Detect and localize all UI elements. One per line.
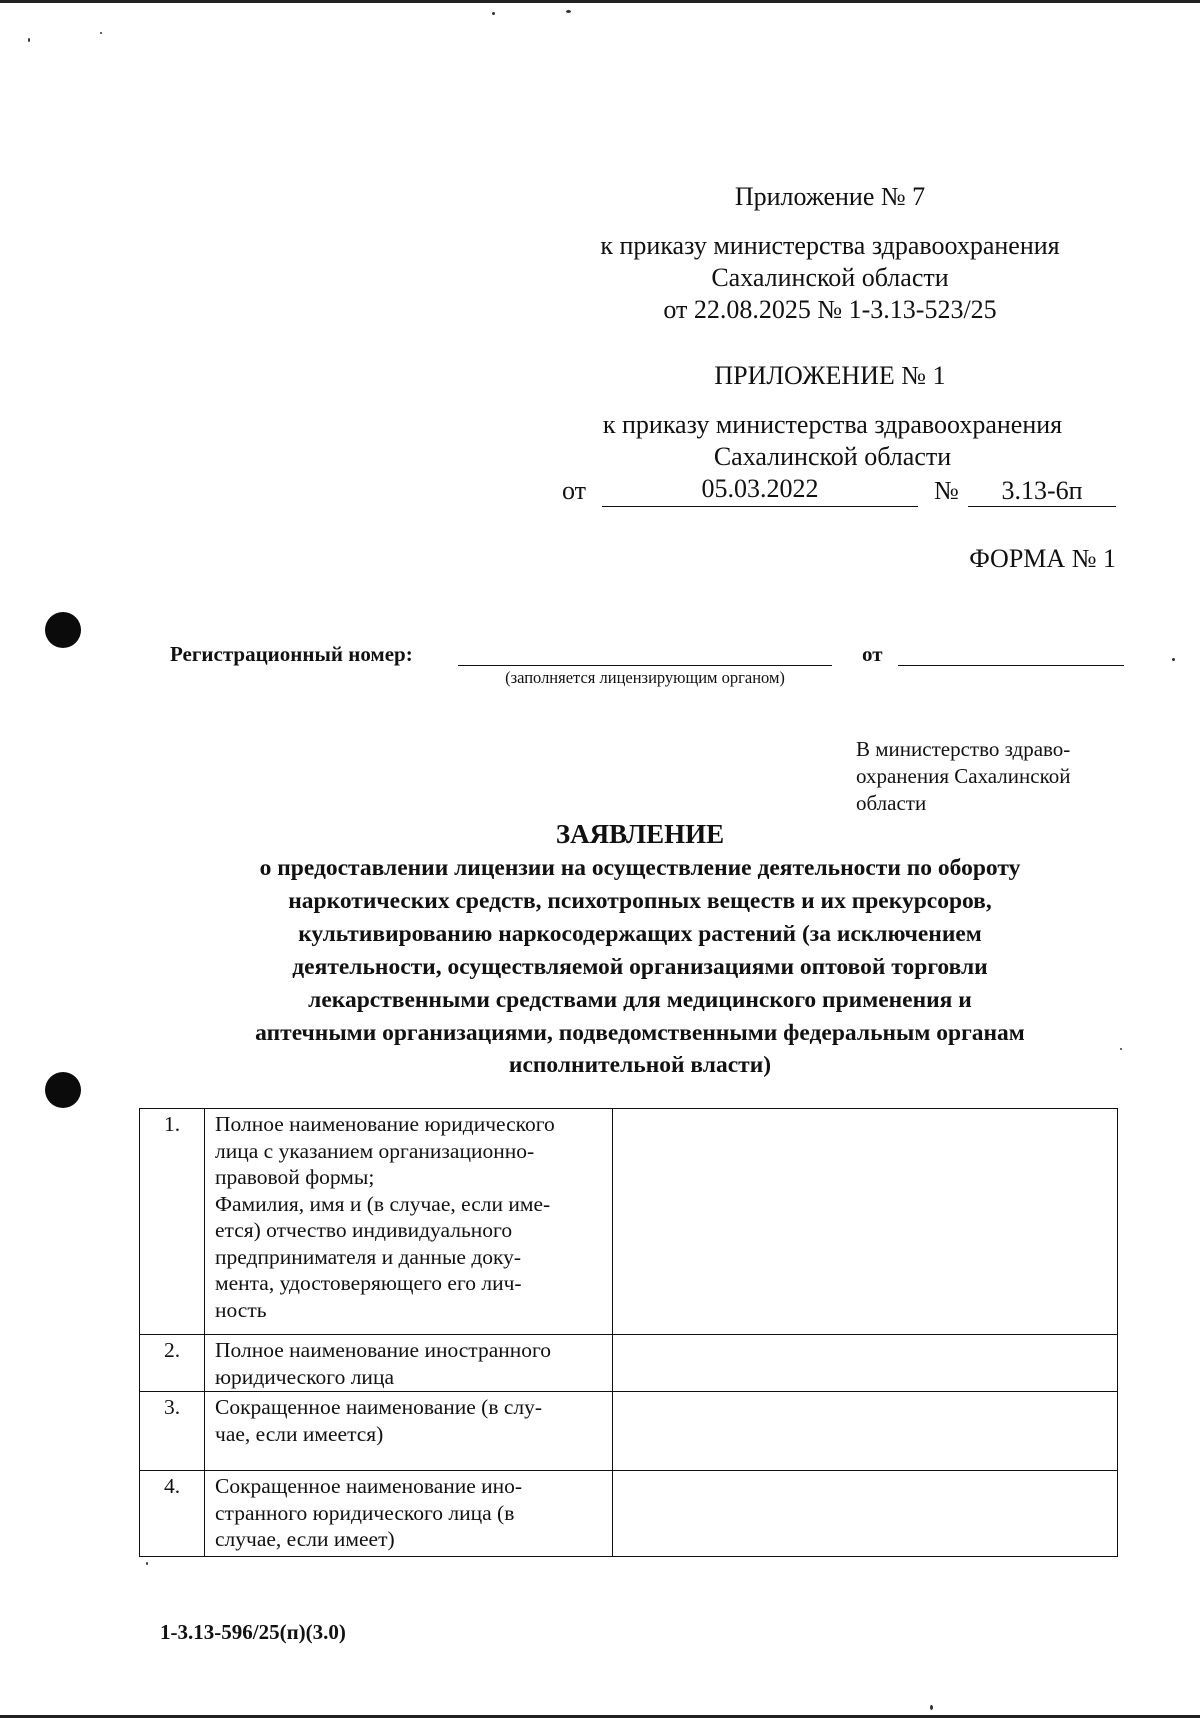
- row-label-line: мента, удостоверяющего его лич-: [215, 1271, 522, 1295]
- appendix7-title: Приложение № 7: [734, 182, 926, 211]
- row-label-line: Сокращенное наименование ино-: [215, 1474, 523, 1498]
- row-label-line: правовой формы;: [215, 1165, 375, 1189]
- row-label: [205, 1335, 613, 1392]
- row-label-line: ется) отчество индивидуального: [215, 1218, 513, 1242]
- appendix1-number: 3.13-6п: [1001, 476, 1083, 505]
- appendix1-number-label: №: [934, 476, 959, 505]
- application-table: [139, 1108, 1118, 1557]
- statement-line: наркотических средств, психотропных веществ и их прекурсоров,: [288, 888, 992, 914]
- row-label: [205, 1109, 613, 1335]
- row-label-line: Фамилия, имя и (в случае, если име-: [215, 1191, 551, 1216]
- registration-number-field[interactable]: [458, 665, 832, 666]
- statement-line: о предоставлении лицензии на осуществление деятельности по обороту: [259, 855, 1021, 881]
- row-value-field[interactable]: [613, 1109, 1118, 1335]
- row-value-field[interactable]: [613, 1471, 1118, 1557]
- appendix1-date-underline: [602, 506, 918, 507]
- row-label-line: странного юридического лица (в: [215, 1500, 515, 1525]
- scan-speck: [1172, 658, 1175, 661]
- scan-top-edge: [0, 0, 1200, 3]
- scan-speck: [1120, 1048, 1122, 1050]
- registration-hint: (заполняется лицензирующим органом): [505, 668, 785, 687]
- row-number: 3.: [140, 1392, 205, 1471]
- punch-hole: [45, 1072, 81, 1108]
- scan-speck: [492, 12, 495, 15]
- row-label: [205, 1471, 613, 1557]
- row-label-line: чае, если имеется): [215, 1421, 384, 1446]
- statement-line: аптечными организациями, подведомственными федеральным органам: [255, 1020, 1025, 1046]
- statement-title: ЗАЯВЛЕНИЕ: [555, 819, 725, 849]
- statement-line: лекарственными средствами для медицинского применения и: [308, 987, 972, 1013]
- row-label-line: предпринимателя и данные доку-: [215, 1244, 522, 1269]
- row-label-line: юридического лица: [215, 1364, 394, 1389]
- table-row: [140, 1392, 1118, 1471]
- appendix7-line3: от 22.08.2025 № 1-3.13-523/25: [663, 295, 997, 324]
- registration-from-label: от: [862, 642, 883, 666]
- row-label-line: ность: [215, 1297, 267, 1322]
- registration-label: Регистрационный номер:: [170, 642, 413, 666]
- appendix1-date: 05.03.2022: [701, 474, 819, 503]
- appendix1-line1: к приказу министерства здравоохранения: [602, 410, 1063, 439]
- row-label-line: Полное наименование иностранного: [215, 1338, 552, 1362]
- addressee-line1: В министерство здраво-: [856, 737, 1071, 761]
- scan-speck: [930, 1705, 933, 1710]
- statement-line: исполнительной власти): [508, 1052, 772, 1078]
- form-label: ФОРМА № 1: [969, 544, 1116, 573]
- table-row: [140, 1109, 1118, 1335]
- row-label-line: Полное наименование юридического: [215, 1112, 555, 1136]
- appendix1-number-underline: [968, 506, 1116, 507]
- statement-line: деятельности, осуществляемой организациями оптовой торговли: [292, 954, 988, 980]
- appendix7-line1: к приказу министерства здравоохранения: [600, 231, 1060, 260]
- row-number: 2.: [140, 1335, 205, 1392]
- registration-date-field[interactable]: [898, 665, 1124, 666]
- addressee-line2: охранения Сахалинской: [856, 764, 1071, 788]
- scan-speck: [566, 10, 571, 13]
- row-label-line: лица с указанием организационно-: [215, 1138, 535, 1163]
- table-row: [140, 1471, 1118, 1557]
- row-number: 1.: [140, 1109, 205, 1335]
- row-label-line: Сокращенное наименование (в слу-: [215, 1395, 543, 1419]
- statement-line: культивированию наркосодержащих растений (за исключением: [298, 921, 982, 947]
- appendix1-line2: Сахалинской области: [713, 442, 952, 471]
- appendix7-line2: Сахалинской области: [711, 263, 949, 292]
- row-label: [205, 1392, 613, 1471]
- footer-code: 1-3.13-596/25(п)(3.0): [160, 1620, 346, 1644]
- scan-speck: [146, 1562, 148, 1565]
- addressee-line3: области: [856, 791, 927, 815]
- scan-speck: [100, 32, 102, 34]
- row-value-field[interactable]: [613, 1335, 1118, 1392]
- punch-hole: [45, 612, 81, 648]
- row-value-field[interactable]: [613, 1392, 1118, 1471]
- row-number: 4.: [140, 1471, 205, 1557]
- scan-speck: [28, 38, 30, 42]
- appendix1-from-label: от: [562, 476, 587, 505]
- table-row: [140, 1335, 1118, 1392]
- appendix1-title: ПРИЛОЖЕНИЕ № 1: [714, 361, 946, 390]
- row-label-line: случае, если имеет): [215, 1527, 395, 1551]
